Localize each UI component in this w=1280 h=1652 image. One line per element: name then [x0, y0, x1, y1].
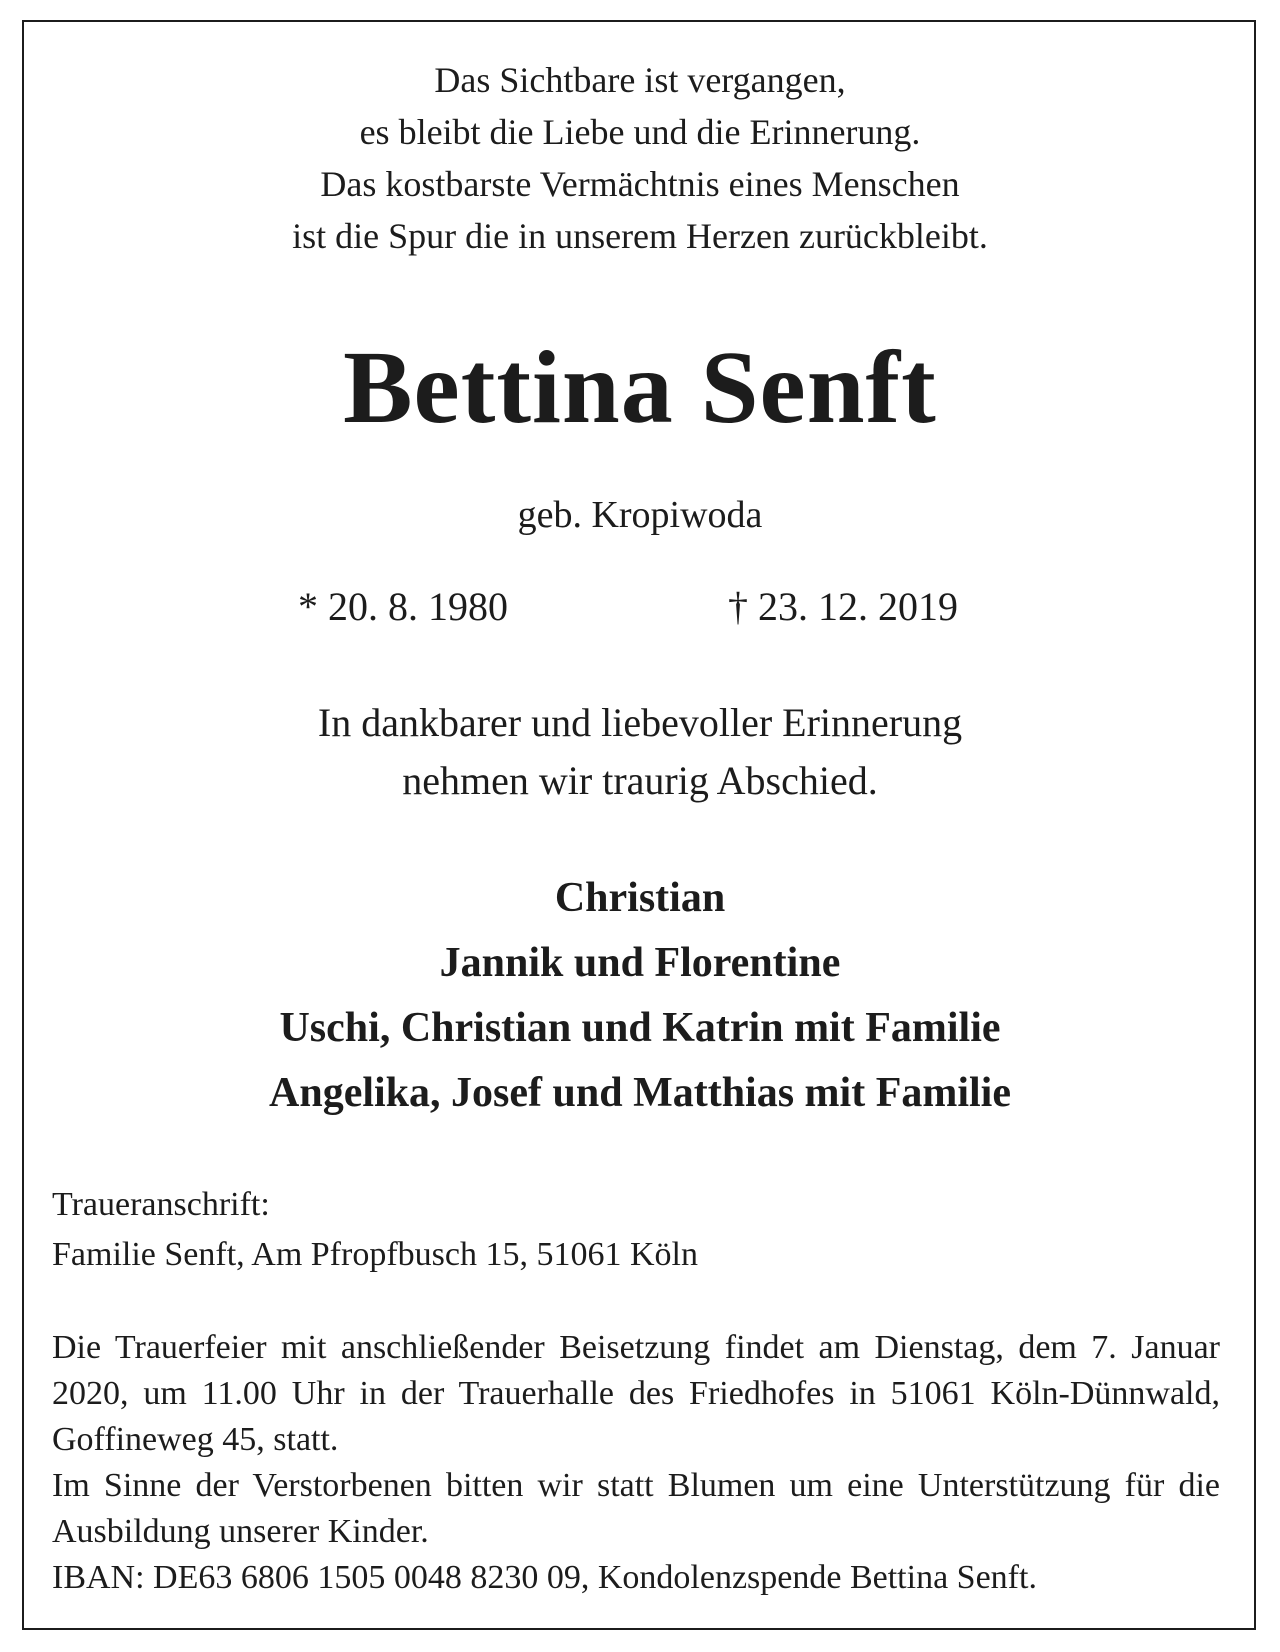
maiden-name: geb. Kropiwoda: [517, 494, 763, 536]
mourner-line: Jannik und Florentine: [439, 940, 841, 986]
iban-line: IBAN: DE63 6806 1505 0048 8230 09, Kondolenzspende Bettina Senft.: [52, 1559, 1037, 1596]
mourner-line: Angelika, Josef und Matthias mit Familie: [269, 1070, 1011, 1116]
mourner-line: Christian: [554, 875, 726, 921]
mourners-list: [0, 866, 1280, 1126]
motto-verse: [0, 54, 1280, 262]
death-date: † 23. 12. 2019: [728, 584, 958, 629]
motto-line: ist die Spur die in unserem Herzen zurückbleibt.: [292, 216, 988, 256]
address-label: Traueranschrift:: [52, 1186, 270, 1223]
tribute-line: In dankbarer und liebevoller Erinnerung: [317, 700, 963, 745]
birth-date: * 20. 8. 1980: [298, 584, 508, 629]
deceased-name: Bettina Senft: [343, 330, 937, 445]
funeral-details: [52, 1325, 1220, 1601]
donation-request: Im Sinne der Verstorbenen bitten wir statt Blumen um eine Unterstützung für die Ausbildung unserer Kinder.: [52, 1467, 1220, 1550]
tribute-line: nehmen wir traurig Abschied.: [402, 758, 878, 803]
mourning-address: [52, 1180, 698, 1280]
motto-line: es bleibt die Liebe und die Erinnerung.: [359, 112, 921, 152]
mourner-line: Uschi, Christian und Katrin mit Familie: [279, 1005, 1001, 1051]
motto-line: Das kostbarste Vermächtnis eines Menschen: [320, 164, 960, 204]
funeral-info: Die Trauerfeier mit anschließender Beisetzung findet am Dienstag, dem 7. Januar 2020, um 11.00 Uhr in der Trauerhalle des Friedhofes in 51061 Köln-Dünnwald, Goffineweg 45, statt.: [52, 1329, 1220, 1458]
motto-line: Das Sichtbare ist vergangen,: [434, 60, 846, 100]
address-value: Familie Senft, Am Pfropfbusch 15, 51061 Köln: [52, 1236, 698, 1273]
tribute-text: [0, 694, 1280, 810]
